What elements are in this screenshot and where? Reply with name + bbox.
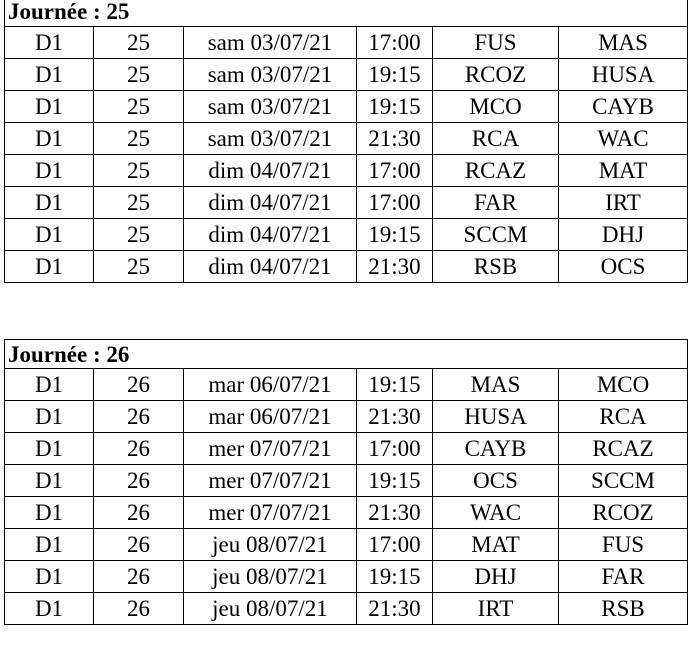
away-team-cell: MCO <box>559 369 688 401</box>
journee-26-table <box>4 339 688 625</box>
time-cell: 21:30 <box>357 123 433 155</box>
division-cell: D1 <box>5 433 94 465</box>
date-cell: mer 07/07/21 <box>184 433 357 465</box>
journee-title: Journée : 25 <box>5 0 688 27</box>
round-cell: 26 <box>94 369 184 401</box>
match-row <box>5 401 688 433</box>
time-cell: 17:00 <box>357 433 433 465</box>
journee-header-row <box>5 340 688 369</box>
home-team-cell: MCO <box>433 91 559 123</box>
match-row <box>5 59 688 91</box>
time-cell: 19:15 <box>357 465 433 497</box>
away-team-cell: FAR <box>559 561 688 593</box>
away-team-cell: RCOZ <box>559 497 688 529</box>
date-cell: jeu 08/07/21 <box>184 593 357 625</box>
time-cell: 21:30 <box>357 593 433 625</box>
round-cell: 26 <box>94 465 184 497</box>
division-cell: D1 <box>5 91 94 123</box>
round-cell: 26 <box>94 497 184 529</box>
away-team-cell: HUSA <box>559 59 688 91</box>
time-cell: 17:00 <box>357 155 433 187</box>
match-row <box>5 465 688 497</box>
match-row <box>5 91 688 123</box>
division-cell: D1 <box>5 529 94 561</box>
date-cell: sam 03/07/21 <box>184 91 357 123</box>
home-team-cell: WAC <box>433 497 559 529</box>
time-cell: 19:15 <box>357 369 433 401</box>
date-cell: jeu 08/07/21 <box>184 561 357 593</box>
time-cell: 19:15 <box>357 561 433 593</box>
match-row <box>5 433 688 465</box>
journee-25-table <box>4 0 688 283</box>
date-cell: sam 03/07/21 <box>184 59 357 91</box>
round-cell: 26 <box>94 561 184 593</box>
home-team-cell: FUS <box>433 27 559 59</box>
home-team-cell: MAT <box>433 529 559 561</box>
round-cell: 26 <box>94 401 184 433</box>
match-row <box>5 497 688 529</box>
date-cell: mer 07/07/21 <box>184 497 357 529</box>
home-team-cell: DHJ <box>433 561 559 593</box>
away-team-cell: RCAZ <box>559 433 688 465</box>
match-row <box>5 561 688 593</box>
date-cell: mar 06/07/21 <box>184 369 357 401</box>
away-team-cell: OCS <box>559 251 688 283</box>
time-cell: 17:00 <box>357 27 433 59</box>
time-cell: 19:15 <box>357 219 433 251</box>
time-cell: 17:00 <box>357 187 433 219</box>
away-team-cell: RCA <box>559 401 688 433</box>
round-cell: 25 <box>94 187 184 219</box>
date-cell: jeu 08/07/21 <box>184 529 357 561</box>
round-cell: 25 <box>94 27 184 59</box>
round-cell: 26 <box>94 593 184 625</box>
away-team-cell: MAT <box>559 155 688 187</box>
journee-26-body <box>5 340 688 625</box>
time-cell: 17:00 <box>357 529 433 561</box>
round-cell: 25 <box>94 155 184 187</box>
division-cell: D1 <box>5 497 94 529</box>
match-row <box>5 155 688 187</box>
home-team-cell: RCOZ <box>433 59 559 91</box>
round-cell: 25 <box>94 91 184 123</box>
date-cell: sam 03/07/21 <box>184 123 357 155</box>
home-team-cell: FAR <box>433 187 559 219</box>
home-team-cell: HUSA <box>433 401 559 433</box>
home-team-cell: RSB <box>433 251 559 283</box>
round-cell: 25 <box>94 219 184 251</box>
division-cell: D1 <box>5 369 94 401</box>
division-cell: D1 <box>5 27 94 59</box>
home-team-cell: RCAZ <box>433 155 559 187</box>
match-row <box>5 27 688 59</box>
away-team-cell: MAS <box>559 27 688 59</box>
date-cell: dim 04/07/21 <box>184 251 357 283</box>
division-cell: D1 <box>5 187 94 219</box>
division-cell: D1 <box>5 59 94 91</box>
date-cell: mer 07/07/21 <box>184 465 357 497</box>
division-cell: D1 <box>5 401 94 433</box>
round-cell: 25 <box>94 251 184 283</box>
date-cell: sam 03/07/21 <box>184 27 357 59</box>
date-cell: dim 04/07/21 <box>184 155 357 187</box>
away-team-cell: IRT <box>559 187 688 219</box>
match-row <box>5 251 688 283</box>
time-cell: 19:15 <box>357 59 433 91</box>
round-cell: 25 <box>94 123 184 155</box>
division-cell: D1 <box>5 219 94 251</box>
away-team-cell: DHJ <box>559 219 688 251</box>
match-row <box>5 529 688 561</box>
match-row <box>5 187 688 219</box>
journee-title: Journée : 26 <box>5 340 688 369</box>
home-team-cell: RCA <box>433 123 559 155</box>
division-cell: D1 <box>5 465 94 497</box>
time-cell: 21:30 <box>357 251 433 283</box>
date-cell: mar 06/07/21 <box>184 401 357 433</box>
division-cell: D1 <box>5 155 94 187</box>
match-row <box>5 219 688 251</box>
home-team-cell: SCCM <box>433 219 559 251</box>
date-cell: dim 04/07/21 <box>184 219 357 251</box>
round-cell: 26 <box>94 433 184 465</box>
home-team-cell: IRT <box>433 593 559 625</box>
home-team-cell: MAS <box>433 369 559 401</box>
time-cell: 21:30 <box>357 401 433 433</box>
away-team-cell: FUS <box>559 529 688 561</box>
division-cell: D1 <box>5 561 94 593</box>
away-team-cell: RSB <box>559 593 688 625</box>
time-cell: 19:15 <box>357 91 433 123</box>
match-row <box>5 123 688 155</box>
journee-header-row <box>5 0 688 27</box>
date-cell: dim 04/07/21 <box>184 187 357 219</box>
division-cell: D1 <box>5 593 94 625</box>
round-cell: 26 <box>94 529 184 561</box>
home-team-cell: CAYB <box>433 433 559 465</box>
home-team-cell: OCS <box>433 465 559 497</box>
division-cell: D1 <box>5 123 94 155</box>
away-team-cell: CAYB <box>559 91 688 123</box>
division-cell: D1 <box>5 251 94 283</box>
away-team-cell: SCCM <box>559 465 688 497</box>
time-cell: 21:30 <box>357 497 433 529</box>
round-cell: 25 <box>94 59 184 91</box>
match-row <box>5 593 688 625</box>
match-row <box>5 369 688 401</box>
journee-25-body <box>5 0 688 283</box>
away-team-cell: WAC <box>559 123 688 155</box>
